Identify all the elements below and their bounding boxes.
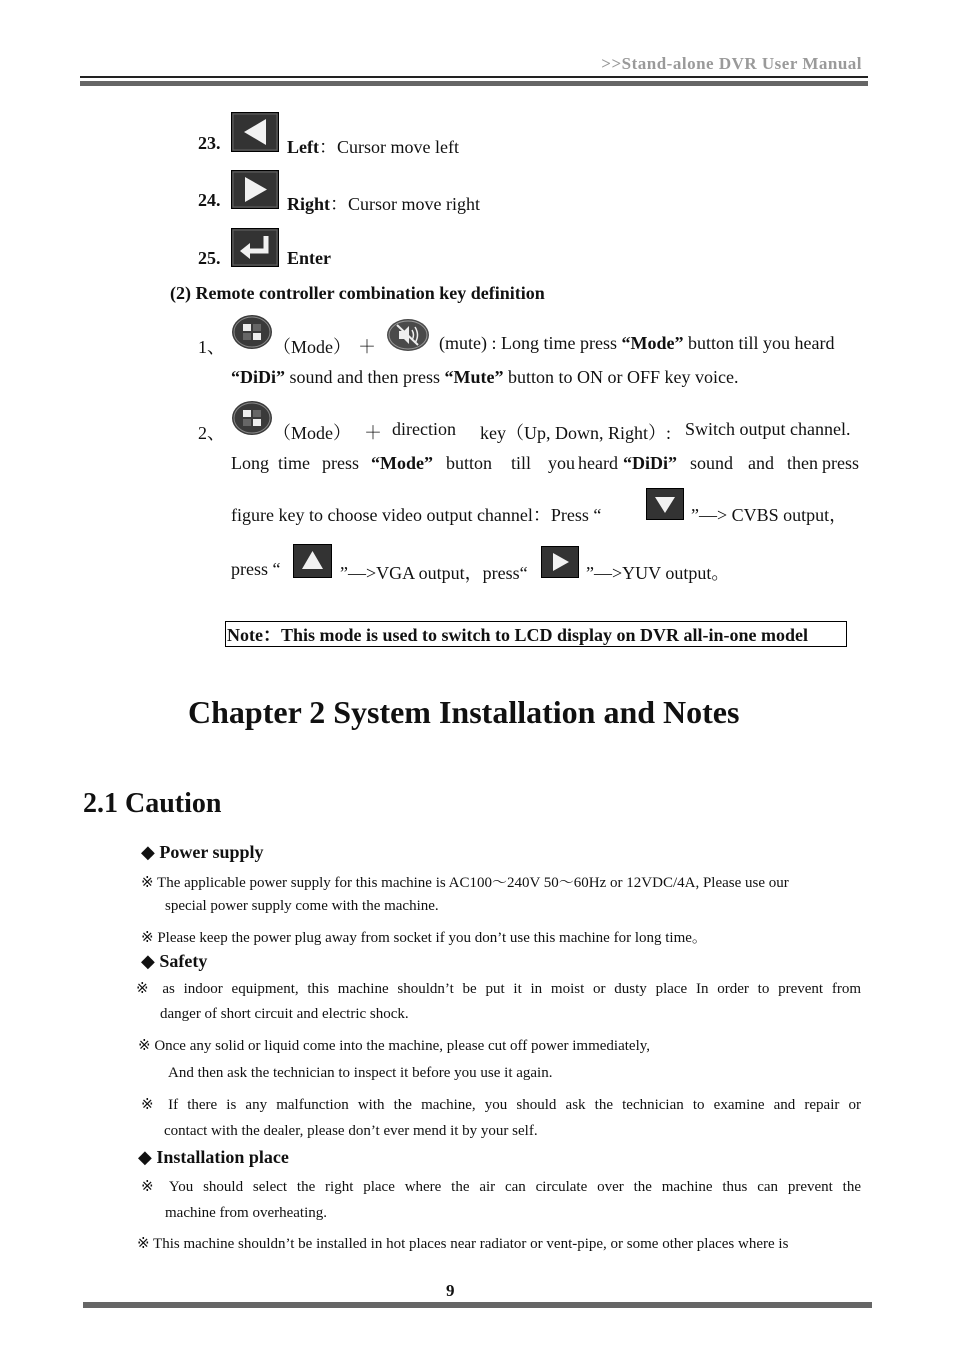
mode-label: （Mode） [273, 337, 351, 357]
note-box: Note：This mode is used to switch to LCD display on DVR all-in-one model [225, 621, 847, 647]
mute-button-icon [386, 318, 430, 352]
key-number: 24. [198, 190, 221, 210]
key-desc-text: Cursor move right [348, 194, 481, 214]
up-arrow-icon [293, 544, 332, 578]
text-run: time [278, 453, 310, 473]
text-run: ”—>YUV output。 [586, 563, 730, 583]
plus-sign: ＋ [358, 337, 376, 357]
paragraph-line: ※ This machine shouldn’t be installed in hot places near radiator or vent-pipe, or some other places where is [137, 1236, 789, 1252]
text-run: press [822, 453, 859, 473]
key-label: Enter [287, 248, 331, 268]
text-run: button to ON or OFF key voice. [503, 367, 739, 387]
left-arrow-icon [231, 112, 279, 152]
text-run: “DiDi” [231, 367, 285, 387]
paragraph-line: ※ as indoor equipment, this machine shouldn’t be put it in moist or dusty place In order to prevent from [136, 981, 861, 997]
footer-rule [83, 1302, 872, 1308]
right-arrow-icon [541, 546, 579, 578]
page-number: 9 [446, 1281, 455, 1300]
diamond-bullet-icon: ◆ [141, 951, 155, 971]
combo-heading: (2) Remote controller combination key definition [170, 283, 545, 303]
paragraph-line: special power supply come with the machine. [165, 898, 439, 914]
mode-button-icon [231, 314, 273, 350]
text-run: press [322, 453, 359, 473]
mode-button-icon [231, 400, 273, 436]
paragraph-line: And then ask the technician to inspect it before you use it again. [168, 1065, 553, 1081]
key-number: 23. [198, 133, 221, 153]
section-title: 2.1 Caution [83, 788, 222, 819]
text-run: press “ [231, 559, 281, 579]
text-run: sound and then press [285, 367, 445, 387]
down-arrow-icon [646, 488, 684, 520]
text-run: then [787, 453, 818, 473]
header-rule-thick [80, 81, 868, 86]
key-separator: ： [318, 137, 337, 157]
install-heading [138, 1147, 289, 1168]
key-label: Left [287, 137, 319, 157]
item1-line1-text [439, 333, 834, 354]
text-run: (mute) : Long time press [439, 333, 622, 353]
text-run: till [511, 453, 532, 473]
key-separator: ： [330, 194, 349, 214]
key-description [287, 190, 480, 216]
right-arrow-icon [231, 170, 279, 209]
paragraph-line: ※ Please keep the power plug away from socket if you don’t use this machine for long time。 [141, 930, 707, 946]
item1-line2-text [231, 367, 738, 388]
text-run: button [446, 453, 493, 473]
key-description [287, 133, 459, 159]
bullet-heading-text: Power supply [159, 842, 264, 862]
paragraph-line: danger of short circuit and electric shock. [160, 1006, 409, 1022]
bullet-heading-text: Installation place [156, 1147, 289, 1167]
text-run: heard [578, 453, 618, 473]
text-run: and [748, 453, 774, 473]
text-run: “Mute” [444, 367, 504, 387]
key-number: 25. [198, 248, 221, 268]
text-run: Long [231, 453, 269, 473]
paragraph-line: ※ You should select the right place where the air can circulate over the machine thus can prevent the [141, 1179, 861, 1195]
item2-line3-tail: ”—> CVBS output， [691, 505, 848, 525]
plus-sign: ＋ [364, 423, 382, 443]
text-run: key（Up, Down, Right）: [480, 423, 671, 443]
safety-heading [141, 951, 207, 972]
text-run: sound [690, 453, 734, 473]
manual-header-title: >>Stand-alone DVR User Manual [601, 54, 862, 73]
header-rule-thin [80, 76, 868, 78]
text-run: button till you heard [683, 333, 835, 353]
text-run: Switch output channel. [685, 419, 851, 439]
key-label: Right [287, 194, 331, 214]
text-run: direction [392, 419, 456, 439]
paragraph-line: ※ The applicable power supply for this machine is AC100～240V 50～60Hz or 12VDC/4A, Please use our [141, 875, 789, 891]
text-run: “Mode” [621, 333, 684, 353]
item-number: 2、 [198, 423, 225, 443]
enter-icon [231, 228, 279, 267]
paragraph-line: contact with the dealer, please don’t ever mend it by your self. [164, 1123, 538, 1139]
item2-line3-text: figure key to choose video output channel：Press “ [231, 505, 602, 525]
text-run: ”—>VGA output，press“ [340, 563, 528, 583]
paragraph-line: ※ If there is any malfunction with the machine, you should ask the technician to examine and repair or [141, 1097, 861, 1113]
key-desc-text: Cursor move left [336, 137, 459, 157]
power-heading [141, 842, 264, 863]
bullet-heading-text: Safety [159, 951, 208, 971]
item-number: 1、 [198, 337, 225, 357]
text-run: “Mode” [371, 453, 433, 473]
text-run: “DiDi” [623, 453, 677, 473]
chapter-title: Chapter 2 System Installation and Notes [188, 694, 740, 730]
paragraph-line: ※ Once any solid or liquid come into the machine, please cut off power immediately, [138, 1038, 651, 1054]
text-run: you [548, 453, 575, 473]
diamond-bullet-icon: ◆ [138, 1147, 152, 1167]
diamond-bullet-icon: ◆ [141, 842, 155, 862]
mode-label: （Mode） [273, 423, 351, 443]
paragraph-line: machine from overheating. [165, 1205, 328, 1221]
